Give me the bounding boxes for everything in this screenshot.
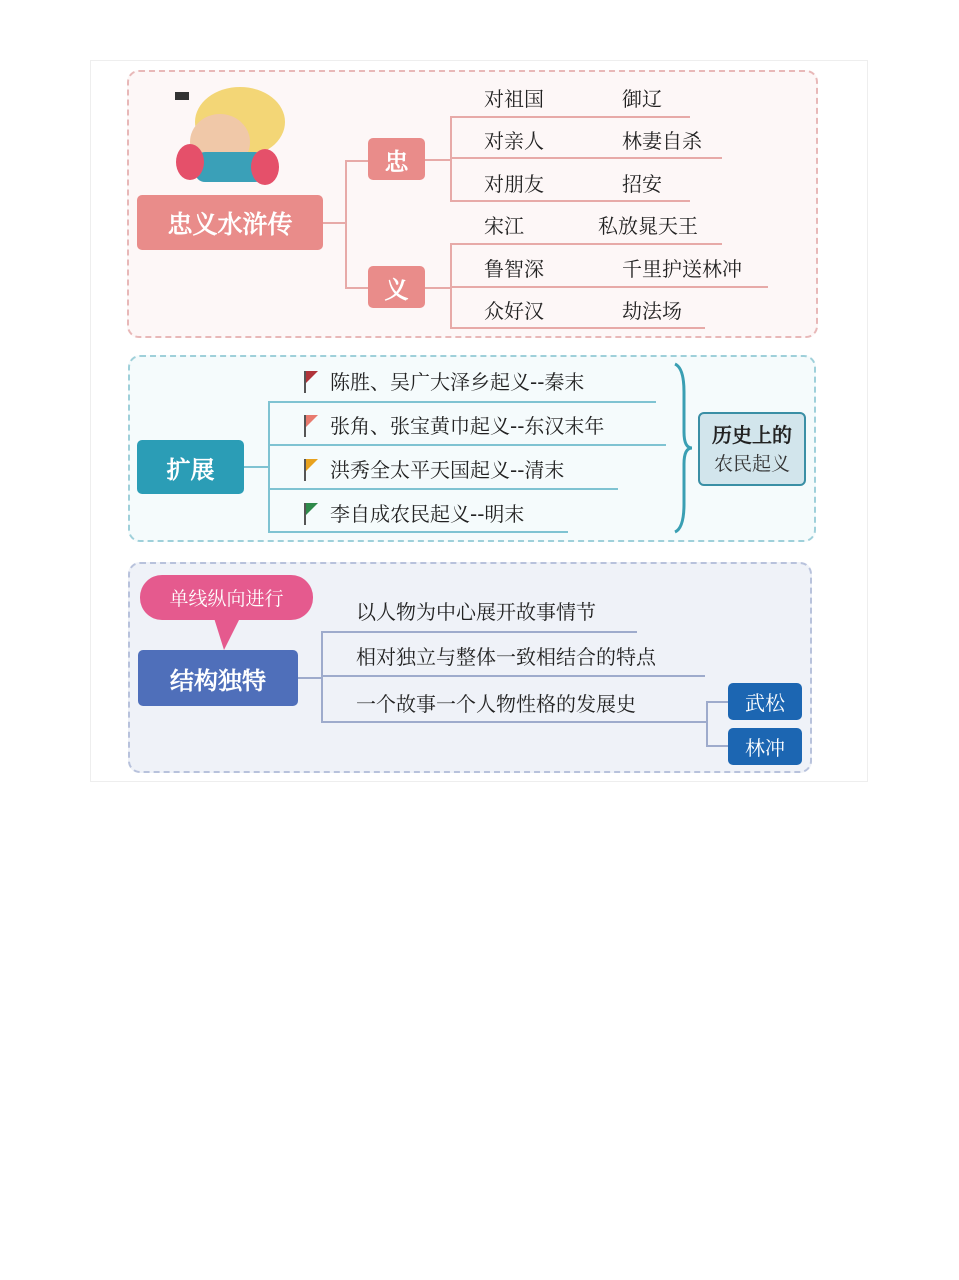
example-node-wusong[interactable]: 武松	[728, 683, 802, 720]
structure-item: 以人物为中心展开故事情节	[356, 600, 596, 624]
branch-node-righteousness[interactable]: 义	[368, 266, 425, 308]
connector	[706, 745, 728, 747]
root-node-shuihu[interactable]: 忠义水浒传	[137, 195, 323, 250]
summary-node[interactable]	[698, 412, 806, 486]
underline	[321, 721, 707, 723]
connector	[298, 677, 322, 679]
item-right: 私放晁天王	[598, 214, 698, 238]
underline	[268, 531, 568, 533]
structure-item: 一个故事一个人物性格的发展史	[356, 692, 636, 716]
connector	[706, 701, 728, 703]
brace-icon	[670, 362, 695, 534]
root-node-structure[interactable]: 结构独特	[138, 650, 298, 706]
uprising-item: 陈胜、吴广大泽乡起义--秦末	[330, 370, 585, 394]
uprising-item: 张角、张宝黄巾起义--东汉末年	[330, 414, 605, 438]
underline	[450, 200, 690, 202]
item-right: 林妻自杀	[622, 129, 702, 153]
connector	[345, 160, 368, 162]
branch-node-loyalty[interactable]: 忠	[368, 138, 425, 180]
underline	[321, 631, 637, 633]
cartoon-character-illustration	[165, 82, 290, 192]
structure-item: 相对独立与整体一致相结合的特点	[356, 645, 656, 669]
connector	[425, 159, 450, 161]
flag-icon	[304, 459, 318, 481]
flag-icon	[304, 371, 318, 393]
connector	[450, 117, 452, 201]
item-right: 千里护送林冲	[622, 257, 742, 281]
item-left: 对亲人	[484, 129, 544, 153]
item-right: 招安	[622, 172, 662, 196]
callout-tail	[214, 618, 240, 650]
connector	[244, 466, 268, 468]
flag-icon	[304, 415, 318, 437]
example-node-linchong[interactable]: 林冲	[728, 728, 802, 765]
connector	[323, 222, 345, 224]
connector	[345, 160, 347, 288]
uprising-item: 李自成农民起义--明末	[330, 502, 525, 526]
connector	[321, 632, 323, 723]
root-node-extension[interactable]: 扩展	[137, 440, 244, 494]
underline	[268, 444, 666, 446]
underline	[450, 327, 705, 329]
connector	[425, 287, 450, 289]
connector	[268, 402, 270, 533]
underline	[450, 116, 690, 118]
summary-line2: 农民起义	[713, 453, 790, 475]
summary-line1: 历史上的	[712, 423, 792, 447]
connector	[706, 702, 708, 746]
item-right: 劫法场	[622, 299, 682, 323]
item-left: 对朋友	[484, 172, 544, 196]
underline	[268, 488, 618, 490]
connector	[345, 287, 368, 289]
underline	[450, 157, 722, 159]
item-right: 御辽	[622, 87, 662, 111]
item-left: 众好汉	[484, 299, 544, 323]
underline	[450, 286, 768, 288]
flag-icon	[304, 503, 318, 525]
item-left: 鲁智深	[484, 257, 544, 281]
underline	[450, 243, 722, 245]
underline	[321, 675, 705, 677]
underline	[268, 401, 656, 403]
callout-bubble[interactable]: 单线纵向进行	[140, 575, 313, 620]
item-left: 宋江	[484, 214, 524, 238]
uprising-item: 洪秀全太平天国起义--清末	[330, 458, 565, 482]
item-left: 对祖国	[484, 87, 544, 111]
